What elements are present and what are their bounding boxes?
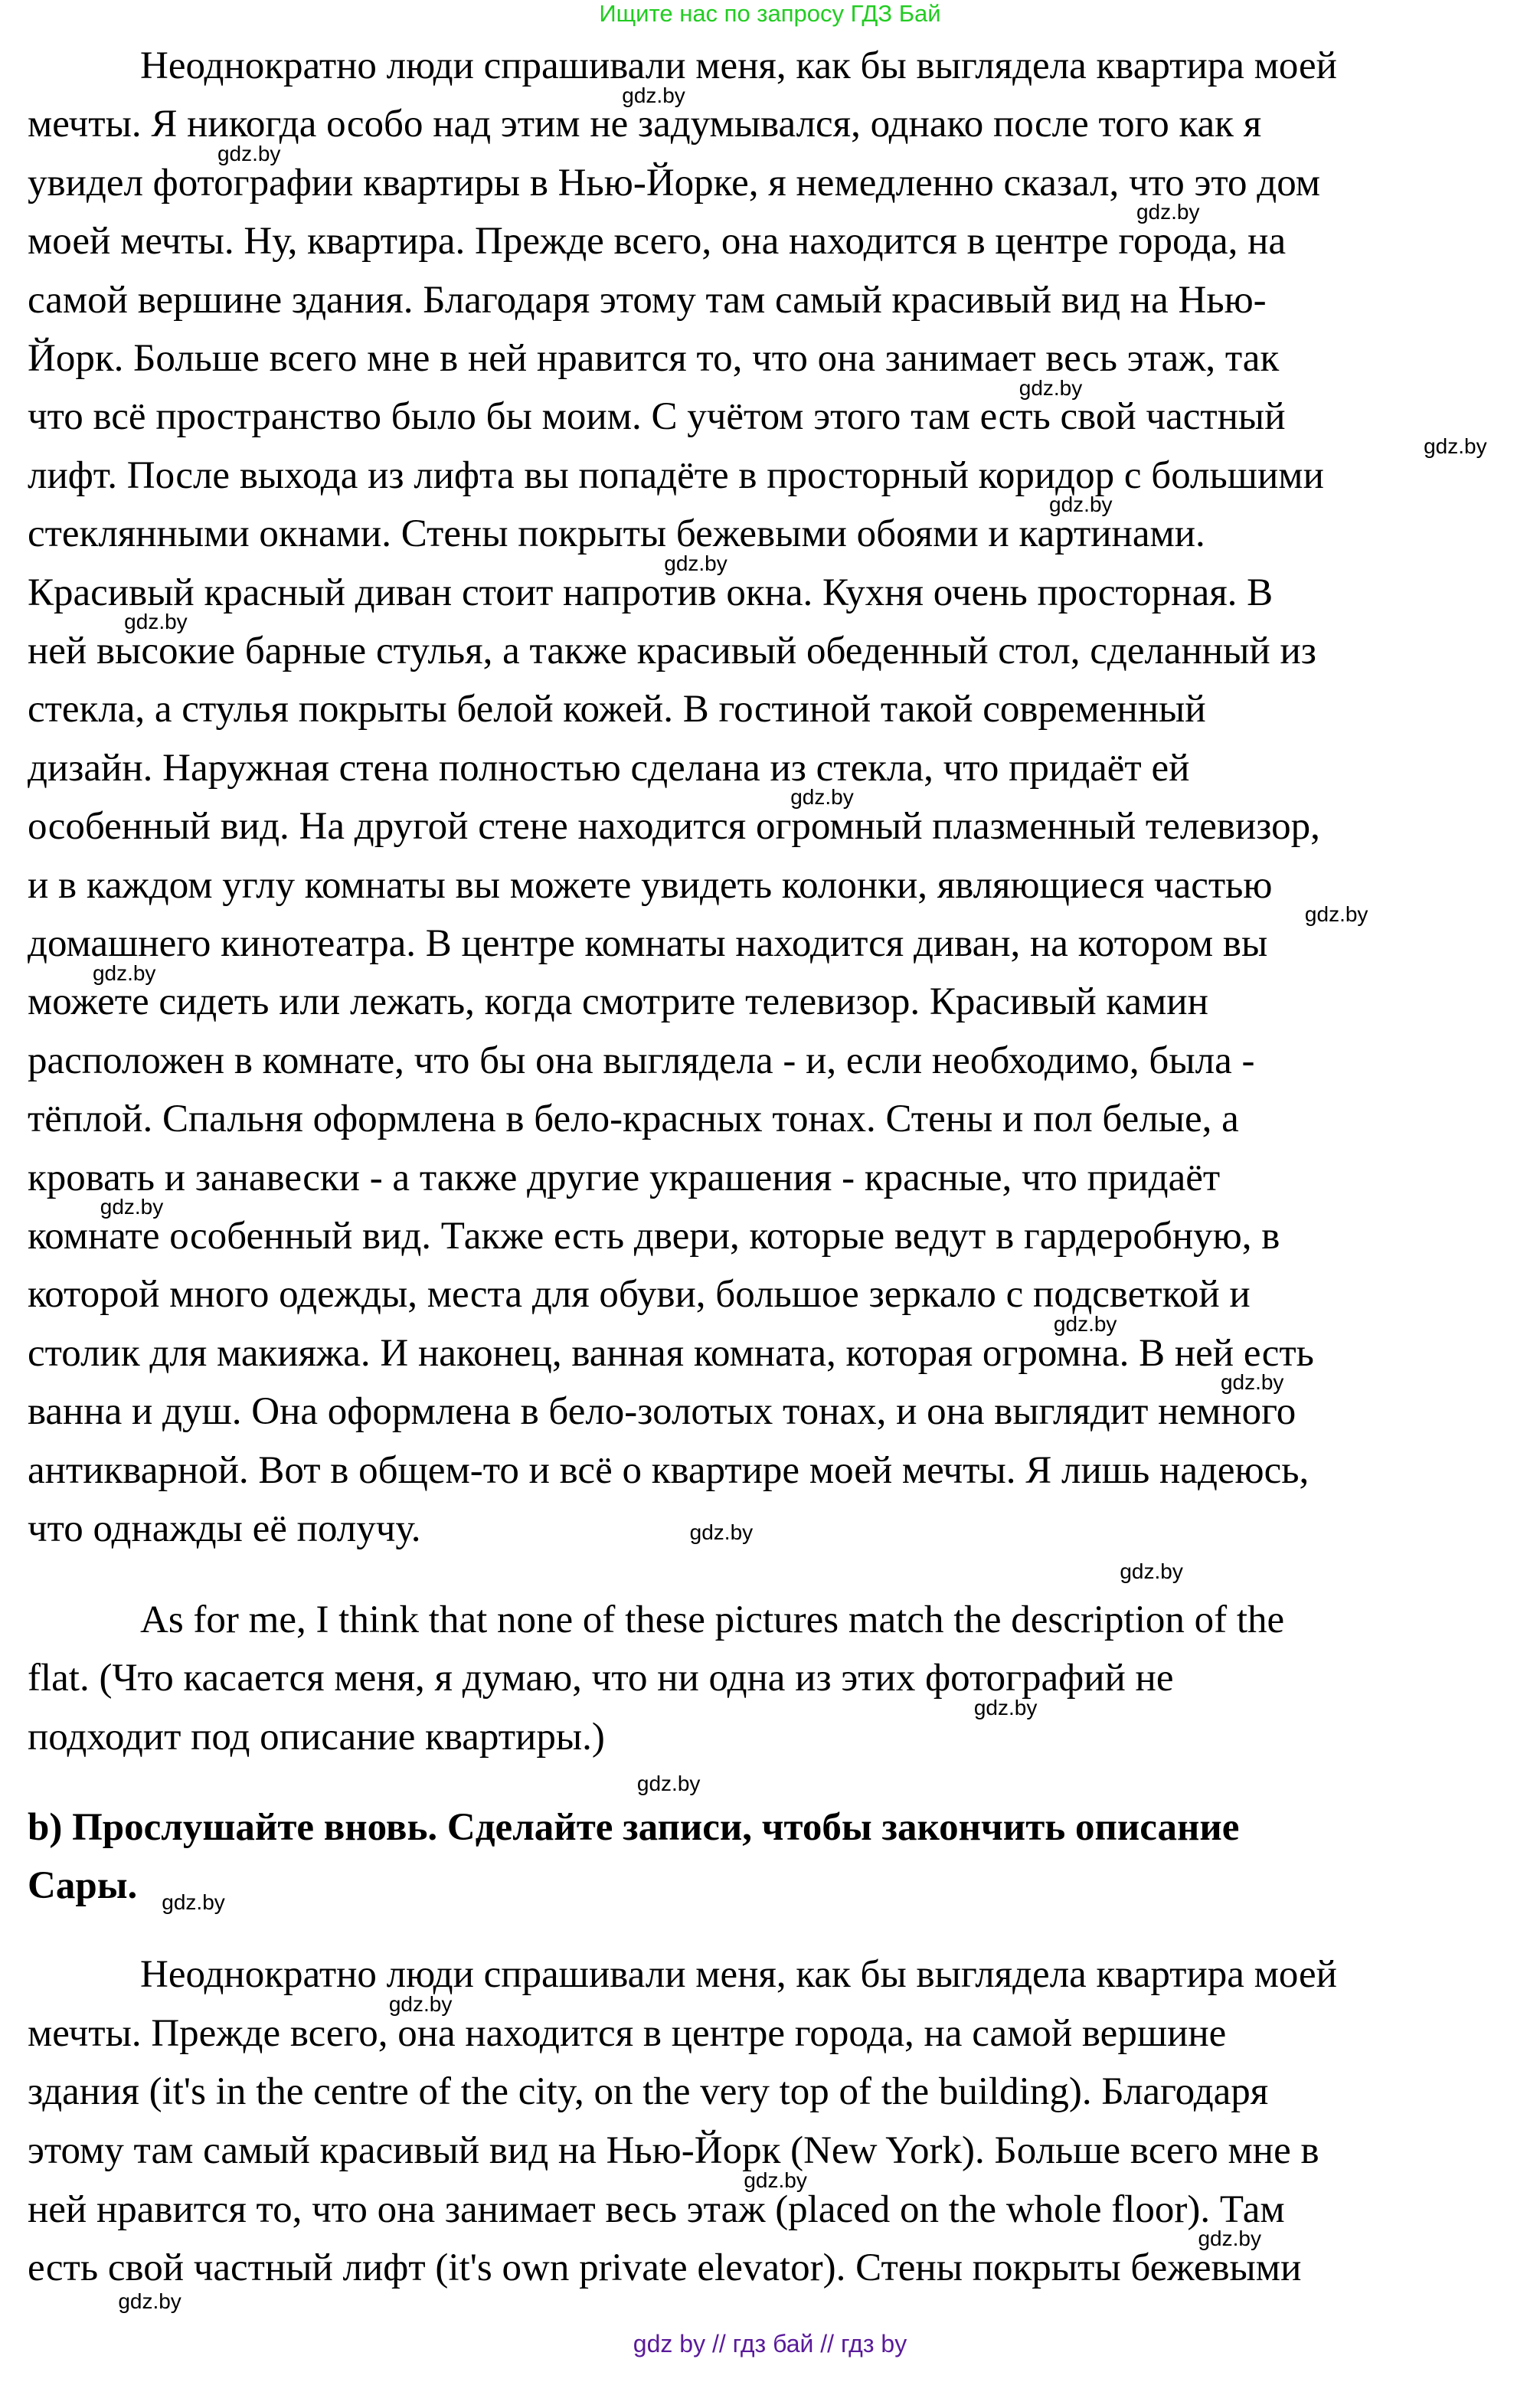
paragraph-line: увидел фотографии квартиры в Нью-Йорке, я немедленно сказал, что это дом [28, 161, 1321, 204]
watermark: gdz.by [217, 142, 281, 165]
paragraph-line: и в каждом углу комнаты вы можете увидеть колонки, являющиеся частью [28, 863, 1273, 907]
watermark: gdz.by [1198, 2227, 1261, 2251]
watermark: gdz.by [162, 1890, 225, 1915]
watermark: gdz.by [664, 551, 727, 575]
paragraph-line: мечты. Я никогда особо над этим не задумывался, однако после того как я [28, 103, 1262, 146]
paragraph-line: есть свой частный лифт (it's own private elevator). Стены покрыты бежевыми [28, 2246, 1302, 2290]
watermark: gdz.by [92, 960, 156, 985]
paragraph-line: мечты. Прежде всего, она находится в центре города, на самой вершине [28, 2011, 1227, 2055]
paragraph-line: что однажды её получу. [28, 1507, 421, 1550]
watermark: gdz.by [1424, 434, 1487, 458]
watermark: gdz.by [1018, 375, 1083, 400]
paragraph-line: Неоднократно люди спрашивали меня, как бы выглядела квартира моей [140, 44, 1337, 87]
watermark: gdz.by [100, 1195, 164, 1219]
watermark: gdz.by [1053, 1312, 1117, 1336]
paragraph-line: этому там самый красивый вид на Нью-Йорк (New York). Больше всего мне в [28, 2129, 1319, 2173]
watermark: gdz.by [1120, 1559, 1183, 1584]
site-footer: gdz by // гдз бай // гдз by [633, 2330, 907, 2357]
watermark: gdz.by [622, 83, 685, 107]
paragraph-line: кровать и занавески - а также другие украшения - красные, что придаёт [28, 1156, 1221, 1199]
paragraph-line: дизайн. Наружная стена полностью сделана из стекла, что придаёт ей [28, 746, 1190, 790]
paragraph-line: расположен в комнате, что бы она выглядела - и, если необходимо, была - [28, 1039, 1255, 1082]
paragraph-line: самой вершине здания. Благодаря этому там самый красивый вид на Нью- [28, 278, 1267, 322]
paragraph-line: домашнего кинотеатра. В центре комнаты находится диван, на котором вы [28, 921, 1268, 965]
watermark: gdz.by [636, 1772, 701, 1796]
paragraph-line: что всё пространство было бы моим. С учётом этого там есть свой частный [28, 395, 1286, 439]
paragraph-line: столик для макияжа. И наконец, ванная комната, которая огромна. В ней есть [28, 1331, 1314, 1375]
watermark: gdz.by [1136, 200, 1200, 224]
watermark: gdz.by [388, 1992, 453, 2017]
paragraph-line: Красивый красный диван стоит напротив окна. Кухня очень просторная. В [28, 571, 1274, 614]
watermark: gdz.by [118, 2289, 181, 2313]
section-heading: Сары. [28, 1864, 138, 1908]
paragraph-line: лифт. После выхода из лифта вы попадёте в просторный коридор с большими [28, 453, 1324, 497]
paragraph-line: комнате особенный вид. Также есть двери, которые ведут в гардеробную, в [28, 1214, 1280, 1258]
paragraph-line: стеклянными окнами. Стены покрыты бежевыми обоями и картинами. [28, 512, 1205, 556]
paragraph-line: стекла, а стулья покрыты белой кожей. В гостиной такой современный [28, 688, 1206, 731]
paragraph-line: подходит под описание квартиры.) [28, 1715, 605, 1759]
paragraph-line: Неоднократно люди спрашивали меня, как бы выглядела квартира моей [140, 1953, 1337, 1997]
watermark: gdz.by [1304, 902, 1368, 927]
watermark: gdz.by [790, 785, 854, 810]
paragraph-line: As for me, I think that none of these pictures match the description of the [140, 1598, 1285, 1641]
paragraph-line: здания (it's in the centre of the city, on the very top of the building). Благодаря [28, 2070, 1269, 2114]
watermark: gdz.by [689, 1520, 754, 1545]
paragraph-line: ней нравится то, что она занимает весь этаж (placed on the whole floor). Там [28, 2187, 1285, 2231]
paragraph-line: особенный вид. На другой стене находится огромный плазменный телевизор, [28, 805, 1320, 849]
watermark: gdz.by [1220, 1370, 1284, 1395]
site-banner: Ищите нас по запросу ГДЗ Бай [599, 0, 941, 27]
paragraph-line: можете сидеть или лежать, когда смотрите телевизор. Красивый камин [28, 980, 1208, 1024]
paragraph-line: ванна и душ. Она оформлена в бело-золотых тонах, и она выглядит немного [28, 1390, 1296, 1434]
watermark: gdz.by [1049, 492, 1113, 517]
watermark: gdz.by [973, 1696, 1038, 1720]
paragraph-line: антикварной. Вот в общем-то и всё о квартире моей мечты. Я лишь надеюсь, [28, 1448, 1309, 1492]
paragraph-line: которой много одежды, места для обуви, большое зеркало с подсветкой и [28, 1273, 1251, 1317]
paragraph-line: тёплой. Спальня оформлена в бело-красных тонах. Стены и пол белые, а [28, 1098, 1239, 1141]
paragraph-line: ней высокие барные стулья, а также красивый обеденный стол, сделанный из [28, 629, 1316, 672]
section-heading: b) Прослушайте вновь. Сделайте записи, чтобы закончить описание [28, 1805, 1240, 1849]
paragraph-line: Йорк. Больше всего мне в ней нравится то, что она занимает весь этаж, так [28, 336, 1280, 380]
watermark: gdz.by [744, 2168, 807, 2192]
paragraph-line: моей мечты. Ну, квартира. Прежде всего, она находится в центре города, на [28, 220, 1287, 263]
watermark: gdz.by [124, 610, 188, 634]
paragraph-line: flat. (Что касается меня, я думаю, что ни одна из этих фотографий не [28, 1657, 1174, 1700]
